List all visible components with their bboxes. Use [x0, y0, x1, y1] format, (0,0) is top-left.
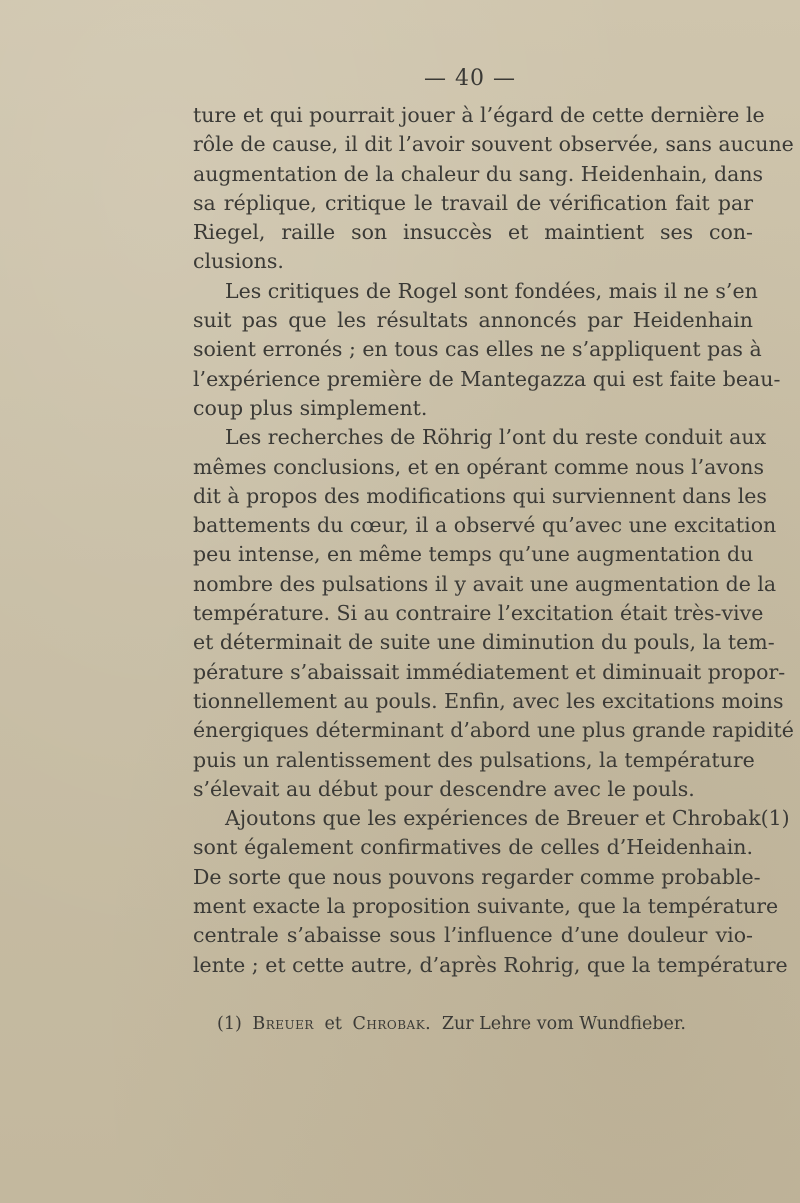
text-line: centrale s’abaisse sous l’influence d’une douleur vio- — [193, 923, 753, 948]
text-line: De sorte que nous pouvons regarder comme probable- — [193, 864, 761, 889]
text-line: sont également confirmatives de celles d’Heidenhain. — [193, 835, 753, 860]
text-line: clusions. — [193, 249, 284, 274]
footnote-conjunction: et — [324, 1014, 342, 1034]
text-line: pérature s’abaissait immédiatement et diminuait propor- — [193, 659, 786, 684]
text-line: énergiques déterminant d’abord une plus grande rapidité — [193, 718, 794, 743]
footnote-author: Breuer — [252, 1014, 314, 1034]
text-line: et déterminait de suite une diminution du pouls, la tem- — [193, 630, 775, 655]
text-line: augmentation de la chaleur du sang. Heidenhain, dans — [193, 161, 764, 186]
text-line: battements du cœur, il a observé qu’avec une excitation — [193, 513, 777, 538]
text-line: ment exacte la proposition suivante, que la température — [193, 894, 779, 919]
text-line: mêmes conclusions, et en opérant comme nous l’avons — [193, 454, 765, 479]
text-line: soient erronés ; en tous cas elles ne s’appliquent pas à — [193, 337, 762, 362]
text-line: suit pas que les résultats annoncés par Heidenhain — [193, 308, 753, 333]
text-line: puis un ralentissement des pulsations, la température — [193, 747, 755, 772]
footnote-author: Chrobak. — [352, 1014, 432, 1034]
text-line: température. Si au contraire l’excitation était très-vive — [193, 601, 764, 626]
text-line: coup plus simplement. — [193, 395, 428, 420]
paragraph-start-line: Les critiques de Rogel sont fondées, mais il ne s’en — [225, 278, 758, 303]
body-text — [193, 101, 794, 980]
text-line: Riegel, raille son insuccès et maintient ses con- — [193, 220, 753, 245]
footnote-marker: (1) — [217, 1014, 242, 1034]
text-line: rôle de cause, il dit l’avoir souvent observée, sans aucune — [193, 132, 794, 157]
text-line: sa réplique, critique le travail de vérification fait par — [193, 190, 753, 215]
text-line: ture et qui pourrait jouer à l’égard de cette dernière le — [193, 103, 765, 127]
text-line: tionnellement au pouls. Enfin, avec les excitations moins — [193, 688, 784, 713]
text-line: l’expérience première de Mantegazza qui est faite beau- — [193, 366, 781, 391]
page-number: — 40 — — [424, 66, 516, 91]
text-line: lente ; et cette autre, d’après Rohrig, que la température — [193, 952, 788, 977]
footnote-title: Zur Lehre vom Wundfieber. — [441, 1014, 686, 1034]
text-line: peu intense, en même temps qu’une augmentation du — [193, 542, 754, 567]
paragraph-start-line: Les recherches de Röhrig l’ont du reste conduit aux — [225, 425, 767, 450]
paragraph-start-line: Ajoutons que les expériences de Breuer et Chrobak(1) — [225, 806, 790, 831]
text-line: s’élevait au début pour descendre avec le pouls. — [193, 776, 695, 801]
text-line: dit à propos des modifications qui surviennent dans les — [193, 483, 767, 508]
text-line: nombre des pulsations il y avait une augmentation de la — [193, 571, 777, 596]
footnote — [217, 1014, 686, 1034]
